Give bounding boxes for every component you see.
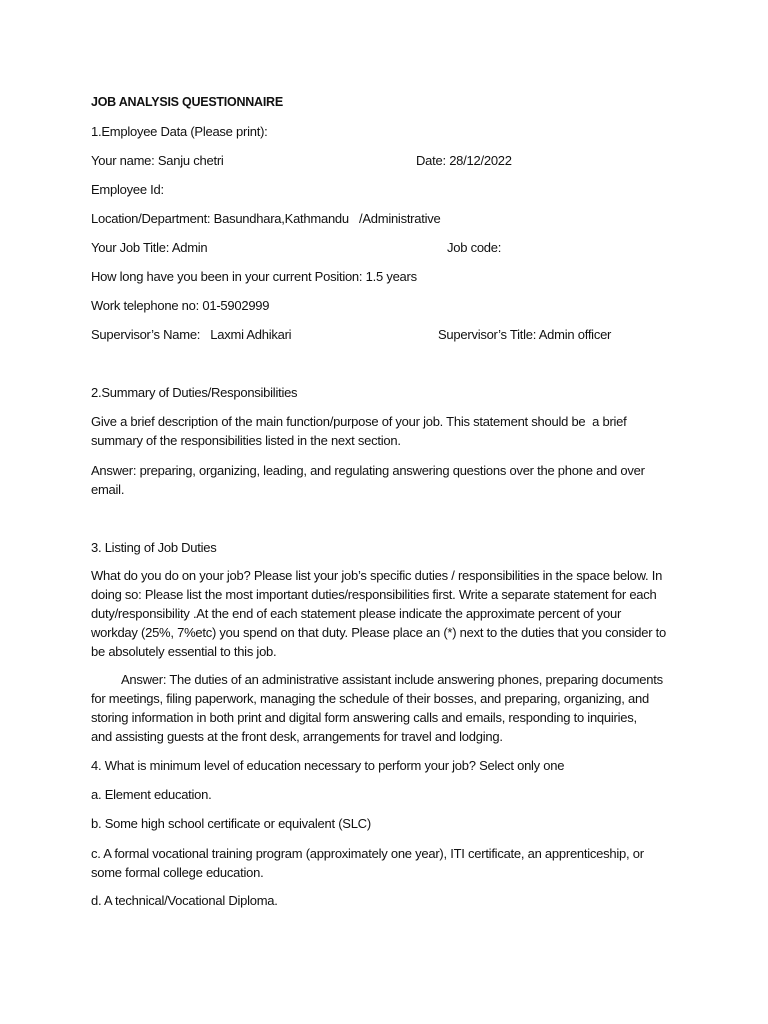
- summary-answer: [91, 461, 691, 499]
- paragraph-line: storing information in both print and digital form answering calls and emails, responding to inquiries,: [91, 710, 637, 725]
- supervisor-title-row: [438, 325, 611, 344]
- job-code-label: Job code:: [447, 240, 502, 255]
- name-label: Your name:: [91, 153, 155, 168]
- document-title: JOB ANALYSIS QUESTIONNAIRE: [91, 95, 283, 109]
- paragraph-line: summary of the responsibilities listed in the next section.: [91, 433, 401, 448]
- supervisor-name-row: [91, 325, 291, 344]
- supervisor-title-value: Admin officer: [538, 327, 612, 342]
- location-row: [91, 209, 440, 228]
- supervisor-name-value: Laxmi Adhikari: [210, 327, 292, 342]
- employee-data-heading: 1.Employee Data (Please print):: [91, 124, 268, 139]
- paragraph-line: email.: [91, 482, 125, 497]
- employee-id-label: Employee Id:: [91, 182, 164, 197]
- location-value: Basundhara,Kathmandu /Administrative: [213, 211, 441, 226]
- paragraph-line: for meetings, filing paperwork, managing the schedule of their bosses, and preparing, organizing, and: [91, 691, 649, 706]
- location-label: Location/Department:: [91, 211, 211, 226]
- education-option-d: d. A technical/Vocational Diploma.: [91, 893, 278, 908]
- job-title-label: Your Job Title:: [91, 240, 170, 255]
- paragraph-line: Answer: preparing, organizing, leading, and regulating answering questions over the phone and over: [91, 463, 645, 478]
- summary-heading: 2.Summary of Duties/Responsibilities: [91, 385, 298, 400]
- paragraph-line: be absolutely essential to this job.: [91, 644, 277, 659]
- education-option-c: [91, 844, 691, 882]
- position-duration: How long have you been in your current Position: 1.5 years: [91, 269, 417, 284]
- supervisor-name-label: Supervisor’s Name:: [91, 327, 201, 342]
- duties-heading: 3. Listing of Job Duties: [91, 540, 217, 555]
- supervisor-title-label: Supervisor’s Title:: [438, 327, 537, 342]
- paragraph-line: and assisting guests at the front desk, arrangements for travel and lodging.: [91, 729, 503, 744]
- paragraph-line: duty/responsibility .At the end of each statement please indicate the approximate percent of your: [91, 606, 622, 621]
- duties-answer: [91, 670, 691, 746]
- paragraph-line: Answer: The duties of an administrative assistant include answering phones, preparing documents: [121, 672, 663, 687]
- education-option-b: b. Some high school certificate or equivalent (SLC): [91, 816, 371, 831]
- work-telephone: Work telephone no: 01-5902999: [91, 298, 270, 313]
- paragraph-line: What do you do on your job? Please list your job’s specific duties / responsibilities in the space below. In: [91, 568, 663, 583]
- job-title-value: Admin: [171, 240, 208, 255]
- paragraph-line: doing so: Please list the most important duties/responsibilities first. Write a separate statement for each: [91, 587, 657, 602]
- date-label: Date:: [416, 153, 446, 168]
- education-question: 4. What is minimum level of education necessary to perform your job? Select only one: [91, 758, 565, 773]
- name-value: Sanju chetri: [157, 153, 224, 168]
- paragraph-line: some formal college education.: [91, 865, 264, 880]
- paragraph-line: Give a brief description of the main function/purpose of your job. This statement should be a brief: [91, 414, 627, 429]
- paragraph-line: workday (25%, 7%etc) you spend on that duty. Please place an (*) next to the duties that you consider to: [91, 625, 666, 640]
- name-row: [91, 151, 224, 170]
- job-title-row: [91, 238, 207, 257]
- paragraph-line: c. A formal vocational training program (approximately one year), ITI certificate, an apprenticeship, or: [91, 846, 644, 861]
- date-value: 28/12/2022: [449, 153, 512, 168]
- date-row: [416, 151, 512, 170]
- education-option-a: a. Element education.: [91, 787, 212, 802]
- duties-instructions: [91, 566, 691, 661]
- summary-instructions: [91, 412, 691, 450]
